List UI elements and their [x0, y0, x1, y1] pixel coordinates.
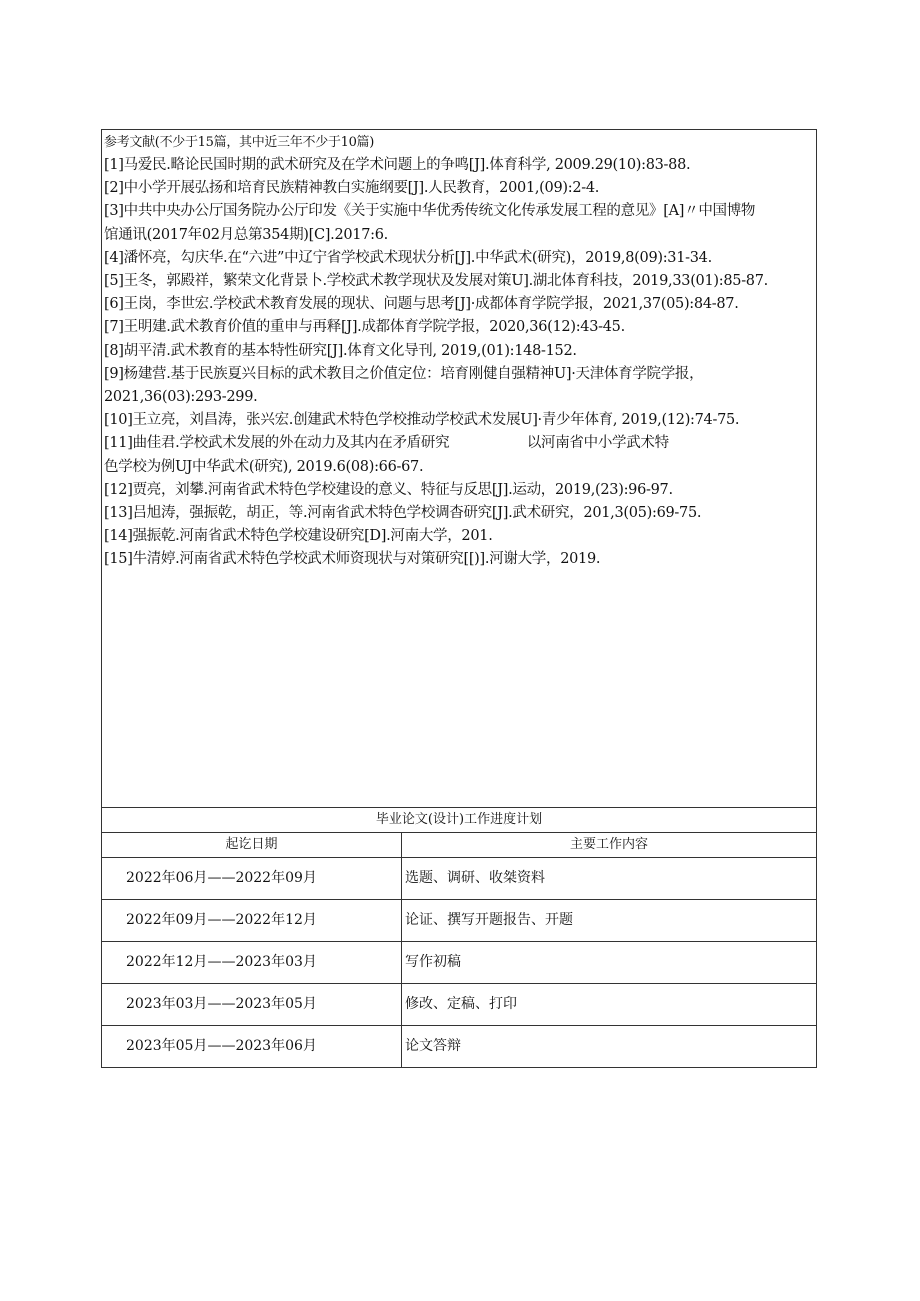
reference-line: [13]吕旭涛，强振乾，胡正，等.河南省武术特色学校调杳研究[J].武术研究，201,3(05):69-75.	[104, 505, 702, 522]
date-column-header: 起讫日期	[102, 833, 402, 857]
plan-row	[102, 900, 816, 942]
reference-line: [3]中共中央办公厅国务院办公厅印发《关于实施中华优秀传统文化传承发展工程的意见》[A]〃中国博物	[104, 203, 756, 220]
plan-work: 论文答辩	[405, 1038, 461, 1054]
references-heading: 参考文献(不少于15篇，其中近三年不少于10篇)	[104, 135, 375, 150]
plan-header-row	[102, 833, 816, 858]
work-column-header: 主要工作内容	[569, 837, 648, 852]
plan-work: 修改、定稿、打印	[405, 996, 517, 1012]
reference-line: [8]胡平清.武术教育的基本特性研究[J].体育文化导刊, 2019,(01):148-152.	[104, 342, 577, 359]
plan-date: 2022年12月——2023年03月	[102, 942, 402, 983]
plan-date: 2022年06月——2022年09月	[102, 858, 402, 899]
reference-line: 馆通讯(2017年02月总第354期)[C].2017:6.	[104, 226, 388, 243]
reference-line: [7]王明建.武术教育价值的重申与再释[J].成都体育学院学报，2020,36(12):43-45.	[104, 319, 625, 336]
plan-row	[102, 984, 816, 1026]
plan-work: 写作初稿	[405, 954, 461, 970]
plan-date: 2023年05月——2023年06月	[102, 1026, 402, 1067]
reference-line: [9]杨建营.基于民族夏兴目标的武术教目之价值定位：培育刚健自强精神U]·天津体育学院学报，	[104, 365, 704, 382]
proposal-sheet	[101, 129, 817, 1068]
plan-date: 2023年03月——2023年05月	[102, 984, 402, 1025]
plan-row	[102, 858, 816, 900]
reference-line: 2021,36(03):293-299.	[104, 389, 258, 406]
references-section	[102, 130, 816, 808]
reference-line: [2]中小学开展弘扬和培育民族精神教白实施纲要[J].人民教育，2001,(09):2-4.	[104, 180, 600, 197]
reference-line: [10]王立亮，刘昌涛，张兴宏.创建武术特色学校推动学校武术发展U]·青少年体育, 2019,(12):74-75.	[104, 412, 740, 429]
plan-row	[102, 942, 816, 984]
reference-line: [15]牛清婷.河南省武术特色学校武术师资现状与对策研究[[)].河谢大学，2019.	[104, 551, 601, 568]
plan-title: 毕业论文(设计)工作进度计划	[102, 808, 816, 833]
plan-row	[102, 1026, 816, 1067]
reference-line: [1]马爱民.略论民国时期的武术研究及在学术问题上的争鸣[J].体育科学, 2009.29(10):83-88.	[104, 157, 691, 173]
reference-line: 色学校为例UJ中华武术(研究), 2019.6(08):66-67.	[104, 458, 424, 475]
reference-line: [12]贾亮，刘攀.河南省武术特色学校建设的意义、特征与反思[J].运动，2019,(23):96-97.	[104, 481, 673, 498]
reference-line: [4]潘怀亮，勾庆华.在“六进”中辽宁省学校武术现状分析[J].中华武术(研究)，2019,8(09):31-34.	[104, 249, 712, 266]
plan-work: 选题、调研、收桀资料	[405, 870, 545, 886]
reference-line: [5]王冬，郭殿祥，繁荣文化背景卜.学校武术教学现状及发展对策U].湖北体育科技，2019,33(01):85-87.	[104, 273, 768, 290]
reference-line: [14]强振乾.河南省武术特色学校建设研究[D].河南大学，201.	[104, 528, 493, 545]
reference-line: [11]曲佳君.学校武术发展的外在动力及其内在矛盾研究 以河南省中小学武术特	[104, 435, 669, 452]
reference-line: [6]王岗，李世宏.学校武术教育发展的现状、问题与思考[J]·成都体育学院学报，2021,37(05):84-87.	[104, 296, 739, 313]
plan-date: 2022年09月——2022年12月	[102, 900, 402, 941]
plan-work: 论证、撰写开题报告、开题	[405, 912, 573, 928]
